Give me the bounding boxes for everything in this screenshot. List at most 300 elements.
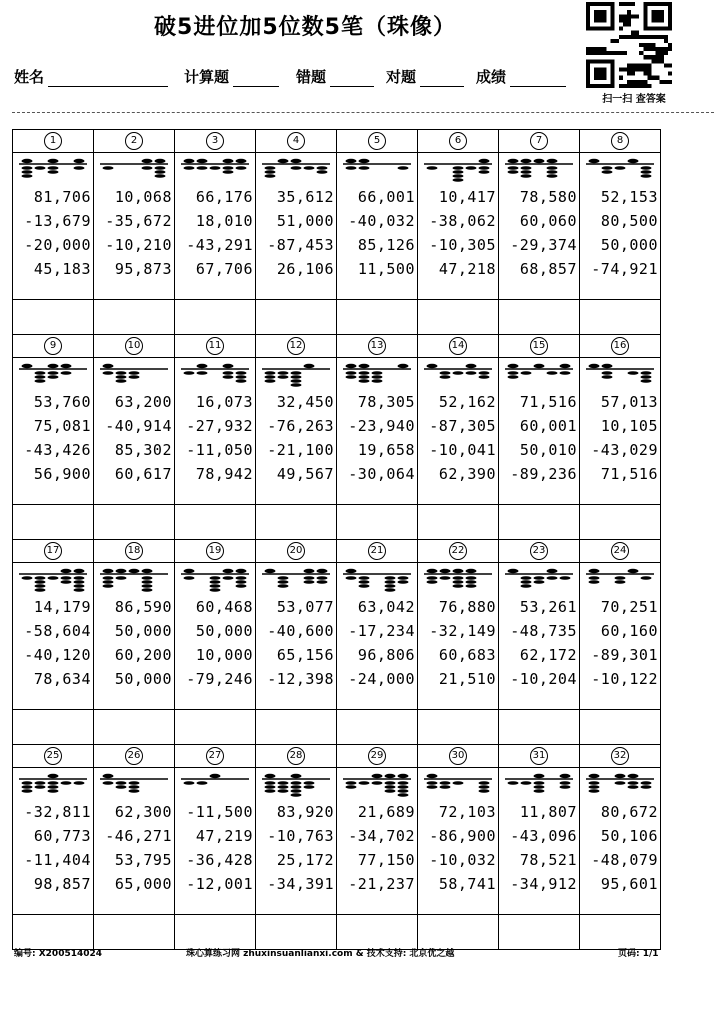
qr-module xyxy=(619,84,623,88)
upper-bead xyxy=(427,364,438,368)
score-blank[interactable] xyxy=(510,70,566,87)
addend: -13,679 xyxy=(24,212,91,230)
qr-module xyxy=(668,80,672,84)
lower-bead xyxy=(74,580,85,584)
qr-module xyxy=(652,55,656,59)
lower-bead xyxy=(22,166,33,170)
lower-bead xyxy=(278,789,289,793)
addend: 66,001 xyxy=(357,188,415,206)
qr-module xyxy=(643,2,672,6)
qr-module xyxy=(619,14,623,18)
lower-bead xyxy=(453,174,464,178)
lower-bead xyxy=(35,781,46,785)
addend: -10,041 xyxy=(429,441,496,459)
qr-module xyxy=(664,51,668,55)
qr-module xyxy=(586,2,615,6)
qr-module xyxy=(611,59,615,88)
lower-bead xyxy=(398,781,409,785)
qr-module xyxy=(664,63,668,67)
lower-bead xyxy=(521,580,532,584)
lower-bead xyxy=(453,178,464,182)
abacus-image xyxy=(262,156,330,182)
lower-bead xyxy=(440,785,451,789)
abacus-image xyxy=(424,156,492,182)
answer-box[interactable] xyxy=(418,915,499,950)
lower-bead xyxy=(547,576,558,580)
problem-values xyxy=(13,390,91,486)
upper-bead xyxy=(142,569,153,573)
lower-bead xyxy=(22,785,33,789)
qr-module xyxy=(660,80,664,84)
lower-bead xyxy=(385,576,396,580)
problem-values xyxy=(13,595,91,691)
lower-bead xyxy=(278,781,289,785)
upper-bead xyxy=(61,364,72,368)
abacus-image xyxy=(19,566,87,592)
qr-module xyxy=(635,63,639,67)
problem-cell xyxy=(94,745,175,915)
lower-bead xyxy=(398,576,409,580)
answer-box[interactable] xyxy=(580,710,661,745)
upper-bead xyxy=(466,364,477,368)
lower-bead xyxy=(372,375,383,379)
lower-bead xyxy=(35,576,46,580)
upper-bead xyxy=(103,774,114,778)
cell-divider xyxy=(580,357,660,358)
answer-box[interactable] xyxy=(175,710,256,745)
answer-box[interactable] xyxy=(337,300,418,335)
problem-values xyxy=(94,595,172,691)
upper-bead xyxy=(547,569,558,573)
addend: 18,010 xyxy=(195,212,253,230)
lower-bead xyxy=(641,174,652,178)
addend: -87,453 xyxy=(267,236,334,254)
abacus-image xyxy=(505,361,573,387)
qr-module xyxy=(619,76,623,80)
qr-module xyxy=(611,39,615,43)
wrong-blank[interactable] xyxy=(330,70,374,87)
upper-bead xyxy=(427,569,438,573)
lower-bead xyxy=(427,785,438,789)
lower-bead xyxy=(291,379,302,383)
answer-box[interactable] xyxy=(175,300,256,335)
lower-bead xyxy=(641,576,652,580)
lower-bead xyxy=(291,785,302,789)
problem-cell xyxy=(499,745,580,915)
problem-number: 17 xyxy=(44,542,62,560)
qr-module xyxy=(631,63,635,67)
lower-bead xyxy=(210,588,221,592)
footer-page: 页码: 1/1 xyxy=(618,949,659,959)
problem-values xyxy=(94,800,172,896)
lower-bead xyxy=(359,580,370,584)
qr-module xyxy=(631,84,635,88)
qr-module xyxy=(643,72,647,76)
answer-box[interactable] xyxy=(337,710,418,745)
abacus-image xyxy=(181,566,249,592)
qr-module xyxy=(627,68,631,72)
addend: 47,219 xyxy=(195,827,253,845)
lower-bead xyxy=(35,580,46,584)
lower-bead xyxy=(317,580,328,584)
correct-field[interactable] xyxy=(386,66,464,87)
answer-box[interactable] xyxy=(13,710,94,745)
qr-module xyxy=(635,80,639,84)
addend: -40,120 xyxy=(24,646,91,664)
lower-bead xyxy=(560,371,571,375)
cell-divider xyxy=(13,767,93,768)
addend: 67,706 xyxy=(195,260,253,278)
answer-box[interactable] xyxy=(13,505,94,540)
lower-bead xyxy=(223,166,234,170)
lower-bead xyxy=(547,174,558,178)
lower-bead xyxy=(628,781,639,785)
upper-bead xyxy=(508,569,519,573)
abacus-image xyxy=(586,771,654,797)
lower-bead xyxy=(116,781,127,785)
lower-bead xyxy=(398,789,409,793)
lower-bead xyxy=(427,580,438,584)
lower-bead xyxy=(35,584,46,588)
lower-bead xyxy=(74,588,85,592)
lower-bead xyxy=(534,781,545,785)
answer-box[interactable] xyxy=(256,300,337,335)
qr-module xyxy=(623,68,627,72)
qr-module xyxy=(586,27,615,31)
cell-divider xyxy=(175,152,255,153)
total-label: 计算题 xyxy=(184,68,230,86)
answer-box[interactable] xyxy=(175,505,256,540)
answer-box[interactable] xyxy=(499,505,580,540)
addend: 62,172 xyxy=(519,646,577,664)
lower-bead xyxy=(466,580,477,584)
lower-bead xyxy=(142,588,153,592)
cell-divider xyxy=(580,562,660,563)
lower-bead xyxy=(210,584,221,588)
lower-bead xyxy=(534,580,545,584)
upper-bead xyxy=(210,774,221,778)
lower-bead xyxy=(560,781,571,785)
addend: 50,000 xyxy=(114,622,172,640)
problem-values xyxy=(256,185,334,281)
lower-bead xyxy=(479,371,490,375)
qr-module xyxy=(647,55,651,59)
upper-bead xyxy=(197,364,208,368)
problem-cell xyxy=(94,130,175,300)
addend: 47,218 xyxy=(438,260,496,278)
addend: 19,658 xyxy=(357,441,415,459)
problem-number: 26 xyxy=(125,747,143,765)
score-field[interactable] xyxy=(476,66,566,87)
lower-bead xyxy=(197,371,208,375)
upper-bead xyxy=(346,159,357,163)
problem-cell xyxy=(580,540,661,710)
lower-bead xyxy=(278,576,289,580)
qr-module xyxy=(598,47,602,51)
answer-box[interactable] xyxy=(499,915,580,950)
upper-bead xyxy=(628,774,639,778)
addend: -12,398 xyxy=(267,670,334,688)
problem-values xyxy=(175,390,253,486)
problem-number: 14 xyxy=(449,337,467,355)
lower-bead xyxy=(615,580,626,584)
upper-bead xyxy=(103,364,114,368)
abacus-image xyxy=(262,566,330,592)
lower-bead xyxy=(589,785,600,789)
cell-divider xyxy=(337,767,417,768)
answer-box[interactable] xyxy=(256,915,337,950)
qr-module xyxy=(639,51,643,55)
cell-divider xyxy=(175,767,255,768)
addend: 53,760 xyxy=(33,393,91,411)
upper-bead xyxy=(547,159,558,163)
addend: 50,106 xyxy=(600,827,658,845)
problem-number: 21 xyxy=(368,542,386,560)
cell-divider xyxy=(94,152,174,153)
problem-cell xyxy=(94,335,175,505)
problem-number: 24 xyxy=(611,542,629,560)
addend: 71,516 xyxy=(600,465,658,483)
abacus-image xyxy=(100,361,168,387)
answer-box[interactable] xyxy=(499,710,580,745)
qr-module xyxy=(652,47,656,51)
lower-bead xyxy=(372,781,383,785)
answer-box[interactable] xyxy=(94,915,175,950)
problem-number: 30 xyxy=(449,747,467,765)
qr-module xyxy=(623,22,627,26)
lower-bead xyxy=(61,576,72,580)
lower-bead xyxy=(479,789,490,793)
qr-module xyxy=(656,51,660,55)
cell-divider xyxy=(13,357,93,358)
qr-module xyxy=(668,2,672,31)
correct-blank[interactable] xyxy=(420,70,464,87)
upper-bead xyxy=(359,364,370,368)
abacus-image xyxy=(262,361,330,387)
qr-module xyxy=(623,35,627,39)
addend: 53,077 xyxy=(276,598,334,616)
lower-bead xyxy=(265,174,276,178)
problem-number: 11 xyxy=(206,337,224,355)
addend: 65,156 xyxy=(276,646,334,664)
lower-bead xyxy=(61,371,72,375)
lower-bead xyxy=(398,580,409,584)
lower-bead xyxy=(304,580,315,584)
answer-box[interactable] xyxy=(499,300,580,335)
lower-bead xyxy=(236,166,247,170)
qr-module xyxy=(627,22,631,26)
addend: 11,807 xyxy=(519,803,577,821)
lower-bead xyxy=(74,576,85,580)
lower-bead xyxy=(427,576,438,580)
answer-box[interactable] xyxy=(337,505,418,540)
addend: -76,263 xyxy=(267,417,334,435)
lower-bead xyxy=(427,166,438,170)
lower-bead xyxy=(223,576,234,580)
answer-box[interactable] xyxy=(256,505,337,540)
lower-bead xyxy=(346,371,357,375)
addend: 95,873 xyxy=(114,260,172,278)
addend: 65,000 xyxy=(114,875,172,893)
qr-module xyxy=(627,63,631,67)
upper-bead xyxy=(427,774,438,778)
lower-bead xyxy=(304,781,315,785)
problem-number: 20 xyxy=(287,542,305,560)
qr-module xyxy=(627,10,631,14)
problem-number: 8 xyxy=(611,132,629,150)
lower-bead xyxy=(129,375,140,379)
addend: 45,183 xyxy=(33,260,91,278)
lower-bead xyxy=(589,580,600,584)
lower-bead xyxy=(265,170,276,174)
problem-number: 25 xyxy=(44,747,62,765)
addend: 14,179 xyxy=(33,598,91,616)
upper-bead xyxy=(48,364,59,368)
qr-module xyxy=(602,51,606,55)
lower-bead xyxy=(547,170,558,174)
upper-bead xyxy=(508,364,519,368)
qr-module xyxy=(627,80,631,84)
qr-module xyxy=(627,18,631,22)
problem-cell xyxy=(175,745,256,915)
lower-bead xyxy=(223,375,234,379)
lower-bead xyxy=(48,166,59,170)
problem-values xyxy=(337,800,415,896)
qr-module xyxy=(643,2,647,31)
qr-code xyxy=(586,2,672,88)
lower-bead xyxy=(22,789,33,793)
problem-number: 19 xyxy=(206,542,224,560)
qr-module xyxy=(664,80,668,84)
problem-number: 23 xyxy=(530,542,548,560)
lower-bead xyxy=(184,781,195,785)
qr-module xyxy=(668,63,672,67)
problem-cell xyxy=(499,130,580,300)
lower-bead xyxy=(346,785,357,789)
abacus-image xyxy=(424,361,492,387)
upper-bead xyxy=(628,159,639,163)
answer-box[interactable] xyxy=(13,915,94,950)
lower-bead xyxy=(116,785,127,789)
total-field[interactable] xyxy=(184,66,279,87)
lower-bead xyxy=(103,166,114,170)
qr-module xyxy=(594,10,606,22)
lower-bead xyxy=(628,371,639,375)
addend: 96,806 xyxy=(357,646,415,664)
lower-bead xyxy=(602,371,613,375)
addend: 60,160 xyxy=(600,622,658,640)
qr-module xyxy=(652,35,656,39)
upper-bead xyxy=(534,159,545,163)
addend: 85,302 xyxy=(114,441,172,459)
wrong-field[interactable] xyxy=(296,66,374,87)
answer-box[interactable] xyxy=(175,915,256,950)
qr-module xyxy=(631,35,635,39)
qr-module xyxy=(631,14,635,18)
lower-bead xyxy=(641,781,652,785)
answer-box[interactable] xyxy=(580,505,661,540)
lower-bead xyxy=(291,375,302,379)
qr-module xyxy=(668,72,672,76)
qr-module xyxy=(668,47,672,51)
lower-bead xyxy=(22,170,33,174)
answer-box[interactable] xyxy=(580,300,661,335)
addend: -20,000 xyxy=(24,236,91,254)
name-field[interactable] xyxy=(14,66,168,87)
answer-box[interactable] xyxy=(13,300,94,335)
answer-row xyxy=(13,505,661,540)
lower-bead xyxy=(385,789,396,793)
answer-box[interactable] xyxy=(94,505,175,540)
lower-bead xyxy=(236,576,247,580)
addend: -10,210 xyxy=(105,236,172,254)
problem-values xyxy=(337,595,415,691)
answer-box[interactable] xyxy=(337,915,418,950)
answer-box[interactable] xyxy=(418,300,499,335)
addend: -11,404 xyxy=(24,851,91,869)
qr-module xyxy=(627,84,631,88)
lower-bead xyxy=(116,379,127,383)
upper-bead xyxy=(223,569,234,573)
answer-box[interactable] xyxy=(256,710,337,745)
answer-box[interactable] xyxy=(94,300,175,335)
lower-bead xyxy=(210,166,221,170)
addend: -29,374 xyxy=(510,236,577,254)
lower-bead xyxy=(48,170,59,174)
answer-box[interactable] xyxy=(418,710,499,745)
addend: 60,468 xyxy=(195,598,253,616)
upper-bead xyxy=(589,159,600,163)
qr-module xyxy=(623,2,627,6)
footer-code: 编号: X200514024 xyxy=(14,949,103,959)
lower-bead xyxy=(265,781,276,785)
lower-bead xyxy=(142,584,153,588)
addend: 85,126 xyxy=(357,236,415,254)
addend: 78,305 xyxy=(357,393,415,411)
addend: -34,702 xyxy=(348,827,415,845)
addend: -48,735 xyxy=(510,622,577,640)
lower-bead xyxy=(317,166,328,170)
lower-bead xyxy=(521,170,532,174)
addend: -10,763 xyxy=(267,827,334,845)
answer-box[interactable] xyxy=(418,505,499,540)
lower-bead xyxy=(359,379,370,383)
addend: 60,683 xyxy=(438,646,496,664)
lower-bead xyxy=(129,781,140,785)
lower-bead xyxy=(265,789,276,793)
qr-module xyxy=(664,39,668,43)
problem-cell xyxy=(580,130,661,300)
lower-bead xyxy=(48,781,59,785)
qr-module xyxy=(643,84,647,88)
lower-bead xyxy=(453,166,464,170)
abacus-image xyxy=(19,156,87,182)
lower-bead xyxy=(291,371,302,375)
abacus-image xyxy=(343,566,411,592)
name-blank[interactable] xyxy=(48,70,168,87)
qr-module xyxy=(631,31,635,35)
answer-row xyxy=(13,915,661,950)
answer-box[interactable] xyxy=(94,710,175,745)
answer-box[interactable] xyxy=(580,915,661,950)
problem-cell xyxy=(580,335,661,505)
lower-bead xyxy=(103,781,114,785)
cell-divider xyxy=(94,767,174,768)
upper-bead xyxy=(346,364,357,368)
total-blank[interactable] xyxy=(233,70,279,87)
cell-divider xyxy=(580,767,660,768)
lower-bead xyxy=(210,580,221,584)
